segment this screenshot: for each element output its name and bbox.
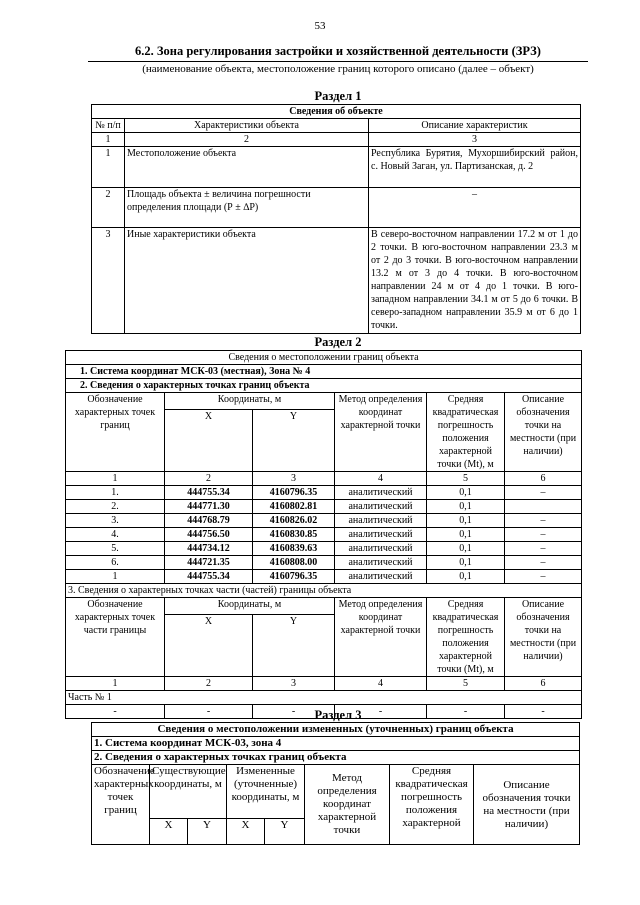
section1-table (91, 104, 581, 334)
row-name: Местоположение объекта (125, 147, 369, 188)
col-number: 6 (505, 677, 582, 691)
table-row (66, 500, 582, 514)
point-method: аналитический (335, 500, 427, 514)
table-row (66, 486, 582, 500)
section1-title: Раздел 1 (314, 89, 362, 103)
point-x: 444755.34 (165, 570, 253, 584)
point-desc (505, 500, 582, 514)
point-label: 5. (66, 542, 165, 556)
empty-cell: - (165, 705, 253, 719)
header-x: X (150, 819, 188, 845)
header-mt: Средняя квадратическая погрешность положения характерной точки (Mt), м (427, 393, 505, 472)
col-number: 1 (66, 472, 165, 486)
coordinate-system: 1. Система координат МСК-03, зона 4 (92, 737, 580, 751)
point-label: 1 (66, 570, 165, 584)
header-mt: Средняя квадратическая погрешность положения характерной точки (Mt), м (427, 598, 505, 677)
point-method: аналитический (335, 556, 427, 570)
point-label: 4. (66, 528, 165, 542)
table-row (66, 570, 582, 584)
header-y: Y (265, 819, 305, 845)
section1-table-title: Сведения об объекте (92, 105, 581, 119)
point-label: 1. (66, 486, 165, 500)
point-desc: – (505, 556, 582, 570)
point-mt: 0,1 (427, 556, 505, 570)
col-number: 3 (253, 677, 335, 691)
header-desc: Описание обозначения точки на местности (при наличии) (505, 598, 582, 677)
point-x: 444755.34 (165, 486, 253, 500)
col-header-num: № п/п (92, 119, 125, 133)
row-num: 2 (92, 188, 125, 228)
header-changed: Измененные (уточненные) координаты, м (227, 765, 305, 819)
row-desc: Республика Бурятия, Мухоршибирский район, с. Новый Заган, ул. Партизанская, д. 2 (369, 147, 581, 188)
page-number: 53 (314, 20, 326, 32)
section3-table (91, 722, 580, 845)
col-number: 1 (66, 677, 165, 691)
point-y: 4160796.35 (253, 570, 335, 584)
point-desc: – (505, 514, 582, 528)
point-y: 4160808.00 (253, 556, 335, 570)
header-x: X (165, 614, 253, 676)
point-label: 3. (66, 514, 165, 528)
header-y: Y (188, 819, 227, 845)
header-existing: Существующие координаты, м (150, 765, 227, 819)
point-mt: 0,1 (427, 514, 505, 528)
part-label: Часть № 1 (66, 691, 582, 705)
row-num: 1 (92, 147, 125, 188)
row-num: 3 (92, 228, 125, 334)
col-number: 2 (125, 133, 369, 147)
empty-cell: - (66, 705, 165, 719)
point-y: 4160826.02 (253, 514, 335, 528)
parts-subheading: 3. Сведения о характерных точках части (частей) границы объекта (66, 584, 582, 598)
point-mt: 0,1 (427, 528, 505, 542)
section3-title: Раздел 3 (314, 708, 362, 722)
header-desc: Описание обозначения точки на местности (при наличии) (505, 393, 582, 472)
col-number: 4 (335, 472, 427, 486)
point-desc: – (505, 570, 582, 584)
header-y: Y (253, 410, 335, 472)
table-row (66, 528, 582, 542)
col-number: 5 (427, 472, 505, 486)
point-mt: 0,1 (427, 500, 505, 514)
empty-cell: - (505, 705, 582, 719)
header-point: Обозначение характерных точек границ (66, 393, 165, 472)
header-desc: Описание обозначения точки на местности (при наличии) (474, 765, 580, 845)
points-subheading: 2. Сведения о характерных точках границ объекта (92, 751, 580, 765)
point-desc: – (505, 486, 582, 500)
header-y: Y (253, 614, 335, 676)
empty-cell: - (427, 705, 505, 719)
col-number: 2 (165, 472, 253, 486)
empty-cell: - (335, 705, 427, 719)
header-method: Метод определения координат характерной точки (335, 393, 427, 472)
section2-table (65, 350, 582, 719)
point-desc: – (505, 542, 582, 556)
subheading: (наименование объекта, местоположение границ которого описано (далее – объект) (142, 63, 534, 75)
point-x: 444721.35 (165, 556, 253, 570)
col-header-description: Описание характеристик (369, 119, 581, 133)
header-mt: Средняя квадратическая погрешность положения характерной (390, 765, 474, 845)
point-method: аналитический (335, 486, 427, 500)
point-y: 4160830.85 (253, 528, 335, 542)
point-x: 444734.12 (165, 542, 253, 556)
point-mt: 0,1 (427, 570, 505, 584)
header-coords: Координаты, м (165, 393, 335, 410)
point-label: 6. (66, 556, 165, 570)
section2-title: Раздел 2 (314, 335, 362, 349)
heading: 6.2. Зона регулирования застройки и хозяйственной деятельности (ЗРЗ) (135, 44, 541, 58)
col-number: 2 (165, 677, 253, 691)
col-number: 1 (92, 133, 125, 147)
header-point: Обозначение характерных точек границ (92, 765, 150, 845)
point-desc: – (505, 528, 582, 542)
col-number: 3 (369, 133, 581, 147)
row-desc: – (369, 188, 581, 228)
point-x: 444768.79 (165, 514, 253, 528)
table-row (66, 542, 582, 556)
point-mt: 0,1 (427, 542, 505, 556)
header-coords: Координаты, м (165, 598, 335, 615)
point-x: 444771.30 (165, 500, 253, 514)
point-y: 4160802.81 (253, 500, 335, 514)
point-x: 444756.50 (165, 528, 253, 542)
empty-cell: - (253, 705, 335, 719)
point-mt: 0,1 (427, 486, 505, 500)
header-part-point: Обозначение характерных точек части границы (66, 598, 165, 677)
row-desc: В северо-восточном направлении 17.2 м от 1 до 2 точки. В юго-восточном направлении 23.3 м от 2 до 3 точки. В юго-восточном направлении 13.2 м от 3 до 4 точки. В юго-восточном направлении 24 м от 4 до 1 точки. В юго-западном направлении 34.1 м от 5 до 6 точки. В северо-западном направлении 35.9 м от 6 до 1 точки. (369, 228, 581, 334)
point-y: 4160796.35 (253, 486, 335, 500)
point-label: 2. (66, 500, 165, 514)
col-number: 6 (505, 472, 582, 486)
col-number: 3 (253, 472, 335, 486)
table-row (66, 514, 582, 528)
col-number: 4 (335, 677, 427, 691)
points-subheading: 2. Сведения о характерных точках границ объекта (66, 379, 582, 393)
header-method: Метод определения координат характерной точки (335, 598, 427, 677)
row-name: Иные характеристики объекта (125, 228, 369, 334)
table-row (66, 556, 582, 570)
col-number: 5 (427, 677, 505, 691)
point-method: аналитический (335, 542, 427, 556)
row-name: Площадь объекта ± величина погрешности определения площади (Р ± ∆Р) (125, 188, 369, 228)
section2-table-title: Сведения о местоположении границ объекта (66, 351, 582, 365)
point-y: 4160839.63 (253, 542, 335, 556)
coordinate-system: 1. Система координат МСК-03 (местная), Зона № 4 (66, 365, 582, 379)
point-method: аналитический (335, 514, 427, 528)
header-method: Метод определения координат характерной точки (305, 765, 390, 845)
point-method: аналитический (335, 570, 427, 584)
header-x: X (165, 410, 253, 472)
col-header-characteristics: Характеристики объекта (125, 119, 369, 133)
header-x: X (227, 819, 265, 845)
heading-underline (88, 61, 588, 62)
point-method: аналитический (335, 528, 427, 542)
section3-table-title: Сведения о местоположении измененных (уточненных) границ объекта (92, 723, 580, 737)
